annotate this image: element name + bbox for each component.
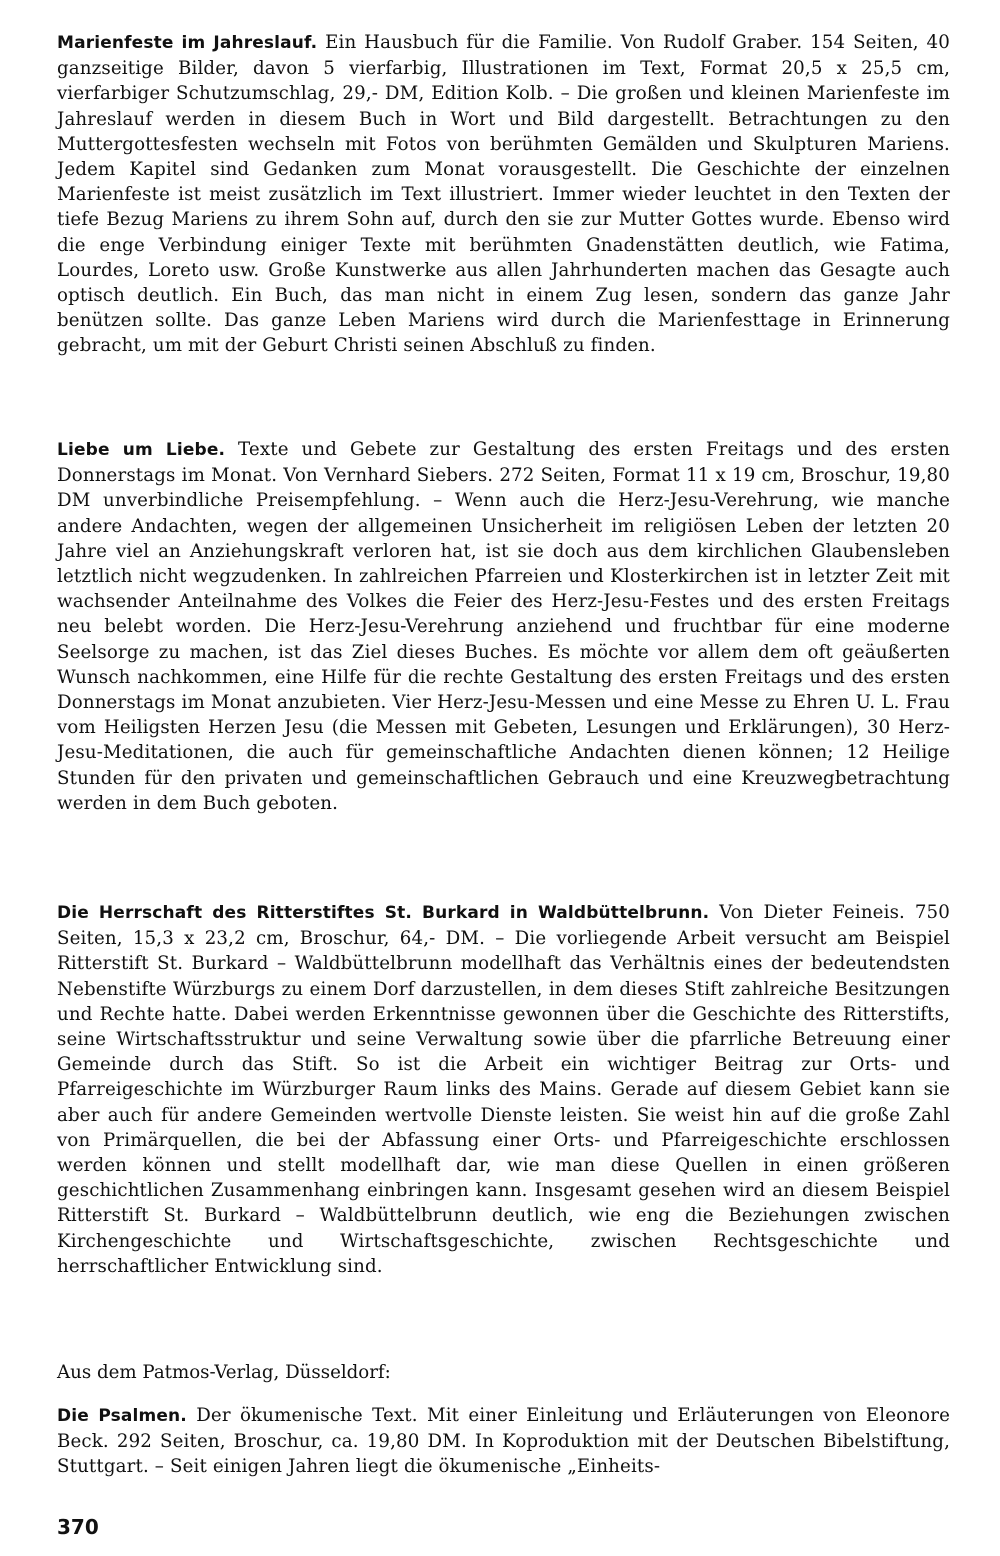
page-number: 370 <box>57 1515 99 1539</box>
review-entry-marienfeste <box>57 30 950 359</box>
review-body: Der ökumenische Text. Mit einer Einleitung und Erläuterungen von Eleonore Beck. 292 Seiten, Broschur, ca. 19,80 DM. In Koproduktion mit der Deutschen Bibelstiftung, Stuttgart. – Seit einigen Jahren liegt die ökumenische „Einheits- <box>57 1405 950 1478</box>
publisher-heading: Aus dem Patmos-Verlag, Düsseldorf: <box>57 1362 391 1383</box>
review-title: Marienfeste im Jahreslauf. <box>57 33 318 53</box>
review-entry-liebe-um-liebe <box>57 437 950 816</box>
review-body: Ein Hausbuch für die Familie. Von Rudolf Graber. 154 Seiten, 40 ganzseitige Bilder, davon 5 vierfarbig, Illustrationen im Text, Format 20,5 x 25,5 cm, vierfarbiger Schutzumschlag, 29,- DM, Edition Kolb. – Die großen und kleinen Marienfeste im Jahreslauf werden in diesem Buch in Wort und Bild dargestellt. Betrachtungen zu den Muttergottesfesten wechseln mit Fotos von berühmten Gemälden und Skulpturen Mariens. Jedem Kapitel sind Gedanken zum Monat vorausgestellt. Die Geschichte der einzelnen Marienfeste ist meist zusätzlich im Text illustriert. Immer wieder leuchtet in den Texten der tiefe Bezug Mariens zu ihrem Sohn auf, durch den sie zur Mutter Gottes wurde. Ebenso wird die enge Verbindung einiger Texte mit berühmten Gnadenstätten deutlich, wie Fatima, Lourdes, Loreto usw. Große Kunstwerke aus allen Jahrhunderten machen das Gesagte auch optisch deutlich. Ein Buch, das man nicht in einem Zug lesen, sondern das ganze Jahr benützen sollte. Das ganze Leben Mariens wird durch die Marienfesttage in Erinnerung gebracht, um mit der Geburt Christi seinen Abschluß zu finden. <box>57 32 950 357</box>
review-body: Texte und Gebete zur Gestaltung des ersten Freitags und des ersten Donnerstags im Monat. Von Vernhard Siebers. 272 Seiten, Format 11 x 19 cm, Broschur, 19,80 DM unverbindliche Preisempfehlung. – Wenn auch die Herz-Jesu-Verehrung, wie manche andere Andachten, wegen der allgemeinen Unsicherheit im religiösen Leben der letzten 20 Jahre viel an Anziehungskraft verloren hat, ist sie doch aus dem kirchlichen Glaubensleben letztlich nicht wegzudenken. In zahlreichen Pfarreien und Klosterkirchen ist in letzter Zeit mit wachsender Anteilnahme des Volkes die Feier des Herz-Jesu-Festes und des ersten Freitags neu belebt worden. Die Herz-Jesu-Verehrung anziehend und fruchtbar für eine moderne Seelsorge zu machen, ist das Ziel dieses Buches. Es möchte vor allem dem oft geäußerten Wunsch nachkommen, eine Hilfe für die rechte Gestaltung des ersten Freitags und des ersten Donnerstags im Monat anzubieten. Vier Herz-Jesu-Messen und eine Messe zu Ehren U. L. Frau vom Heiligsten Herzen Jesu (die Messen mit Gebeten, Lesungen und Erklärungen), 30 Herz-Jesu-Meditationen, die auch für gemeinschaftliche Andachten dienen können; 12 Heilige Stunden für den privaten und gemeinschaftlichen Gebrauch und eine Kreuzwegbetrachtung werden in dem Buch geboten. <box>57 439 950 814</box>
review-body: Von Dieter Feineis. 750 Seiten, 15,3 x 23,2 cm, Broschur, 64,- DM. – Die vorliegende Arbeit versucht am Beispiel Ritterstift St. Burkard – Waldbüttelbrunn modellhaft das Verhältnis eines der bedeutendsten Nebenstifte Würzburgs zu einem Dorf darzustellen, in dem dieses Stift zahlreiche Besitzungen und Rechte hatte. Dabei werden Erkenntnisse gewonnen über die Geschichte des Ritterstifts, seine Wirtschaftsstruktur und seine Verwaltung sowie über die pfarrliche Betreuung einer Gemeinde durch das Stift. So ist die Arbeit ein wichtiger Beitrag zur Orts- und Pfarreigeschichte im Würzburger Raum links des Mains. Gerade auf diesem Gebiet kann sie aber auch für andere Gemeinden wertvolle Dienste leisten. Sie weist hin auf die große Zahl von Primärquellen, die bei der Abfassung einer Orts- und Pfarreigeschichte erschlossen werden können und stellt modellhaft dar, wie man diese Quellen in einen größeren geschichtlichen Zusammenhang einbringen kann. Insgesamt gesehen wird an diesem Beispiel Ritterstift St. Burkard – Waldbüttelbrunn deutlich, wie eng die Beziehungen zwischen Kirchengeschichte und Wirtschaftsgeschichte, zwischen Rechtsgeschichte und herrschaftlicher Entwicklung sind. <box>57 902 950 1277</box>
review-title: Die Psalmen. <box>57 1406 187 1426</box>
review-title: Die Herrschaft des Ritterstiftes St. Burkard in Waldbüttelbrunn. <box>57 903 710 923</box>
review-entry-psalmen <box>57 1403 950 1480</box>
review-entry-ritterstift <box>57 900 950 1279</box>
review-title: Liebe um Liebe. <box>57 440 226 460</box>
